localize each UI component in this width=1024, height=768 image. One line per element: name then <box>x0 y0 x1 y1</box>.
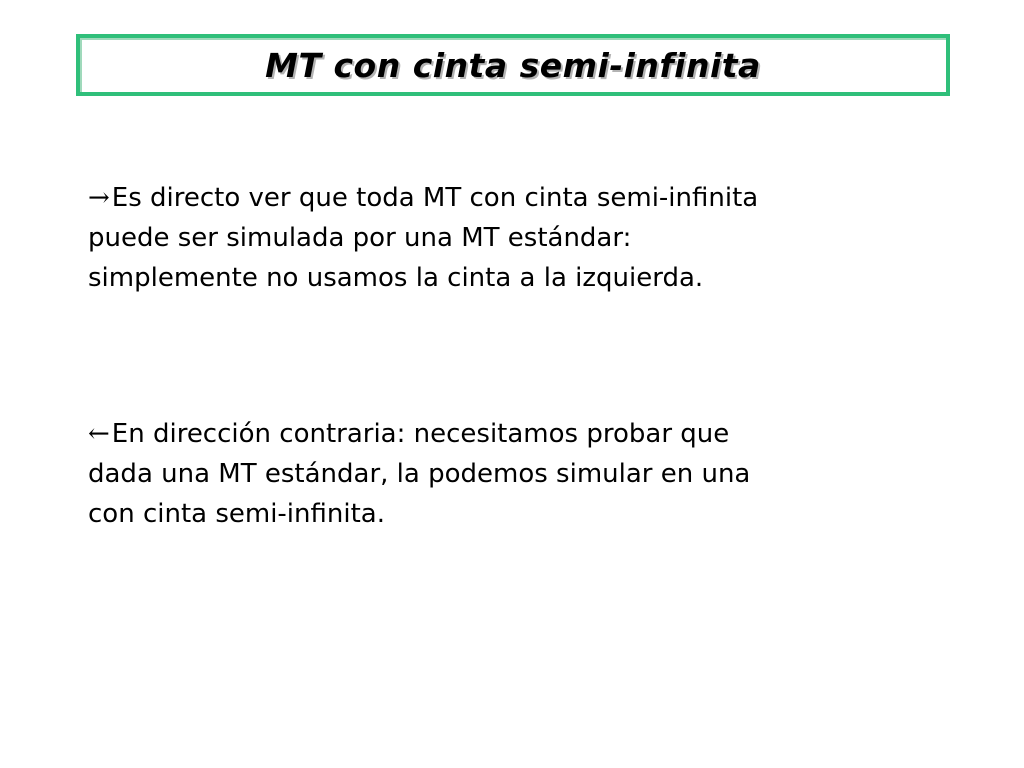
bullet-1-line-1 <box>88 178 948 218</box>
bullet-paragraph-2 <box>88 414 948 534</box>
bullet-1-line-3: simplemente no usamos la cinta a la izquierda. <box>88 263 704 293</box>
title-box <box>76 34 950 96</box>
bullet-2-line-1 <box>88 414 948 454</box>
bullet-2-line-3: con cinta semi-infinita. <box>88 499 385 529</box>
bullet-1-line-2: puede ser simulada por una MT estándar: <box>88 223 632 253</box>
bullet-2-line-2: dada una MT estándar, la podemos simular en una <box>88 459 751 489</box>
bullet-2-line-1-text: En dirección contraria: necesitamos probar que <box>111 419 730 449</box>
bullet-paragraph-1 <box>88 178 948 298</box>
left-arrow-icon: ← <box>88 419 110 449</box>
bullet-1-line-1-text: Es directo ver que toda MT con cinta semi-infinita <box>111 183 759 213</box>
right-arrow-icon: → <box>88 183 110 213</box>
slide-title: MT con cinta semi-infinita <box>265 45 761 85</box>
